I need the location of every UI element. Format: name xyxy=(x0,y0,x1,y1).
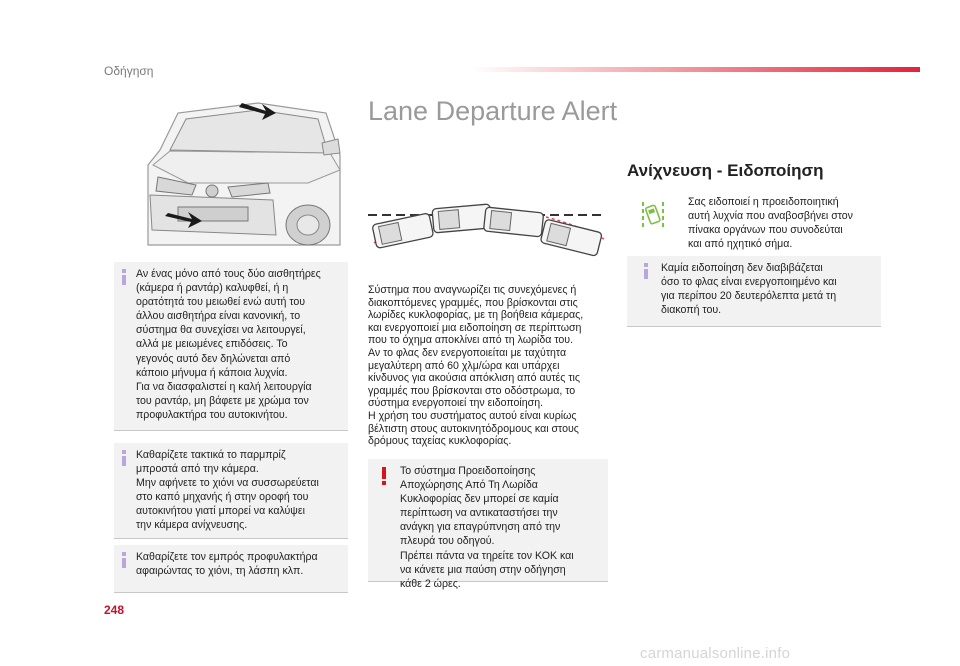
warning-note xyxy=(368,459,608,590)
lane-departure-warning-icon xyxy=(640,200,666,230)
info-note-sensors xyxy=(114,262,348,431)
info-icon xyxy=(119,552,130,568)
detection-text: Σας ειδοποιεί η προειδοποιητική αυτή λυχνία που αναβοσβήνει στον πίνακα οργάνων που συνοδεύται και από ηχητικό σήμα. xyxy=(688,196,853,251)
info-icon xyxy=(119,269,130,285)
vehicle-sensor-illustration xyxy=(108,95,348,250)
page-title: Lane Departure Alert xyxy=(368,96,618,126)
watermark: carmanualsonline.info xyxy=(640,645,791,662)
header-accent-bar xyxy=(470,67,920,72)
info-note-indicator xyxy=(627,256,881,327)
system-description: Σύστημα που αναγνωρίζει τις συνεχόμενες ή διακοπτόμενες γραμμές, που βρίσκονται στις λωρίδες κυκλοφορίας, με τη βοήθεια κάμερας, και ενεργοποιεί μια ειδοποίηση σε περίπτωση που το όχημα αποκλίνει από τη λωρίδα του. Αν το φλας δεν ενεργοποιείται με ταχύτητα μεγαλύτερη από 60 χλμ/ώρα και υπάρχει κίνδυνος για ακούσια απόκλιση από αυτές τις γραμμές που βρίσκονται στο οδόστρωμα, το σύστημα ενεργοποιεί την ειδοποίηση. Η χρήση του συστήματος αυτού είναι κυρίως βέλτιστη στους αυτοκινητόδρομους και στους δρόμους ταχείας κυκλοφορίας. xyxy=(368,284,584,448)
note-text: Καμία ειδοποίηση δεν διαβιβάζεται όσο το φλας είναι ενεργοποιημένο και για περίπου 20 δευτερόλεπτα μετά τη διακοπή του. xyxy=(661,262,837,317)
warning-text: Το σύστημα Προειδοποίησης Αποχώρησης Από Τη Λωρίδα Κυκλοφορίας δεν μπορεί σε καμία περίπτωση να αντικαταστήσει την ανάγκη για επαγρύπνηση από την πλευρά του οδηγού. Πρέπει πάντα να τηρείτε τον ΚΟΚ και να κάνετε μια παύση στην οδήγηση κάθε 2 ώρες. xyxy=(400,465,574,590)
section-header: Οδήγηση xyxy=(104,64,154,78)
warning-icon xyxy=(382,467,387,485)
page-number: 248 xyxy=(104,603,125,617)
detection-heading: Ανίχνευση - Ειδοποίηση xyxy=(627,161,824,180)
info-note-bumper xyxy=(114,545,348,593)
note-text: Καθαρίζετε τον εμπρός προφυλακτήρα αφαιρώντας το χιόνι, τη λάσπη κλπ. xyxy=(136,551,318,578)
lane-departure-illustration xyxy=(364,195,610,257)
note-text: Αν ένας μόνο από τους δύο αισθητήρες (κάμερα ή ραντάρ) καλυφθεί, ή η ορατότητά του μειωθεί ενώ αυτή του άλλου αισθητήρα είναι κανονική, το σύστημα θα συνεχίσει να λειτουργεί, αλλά με μειωμένες επιδόσεις. Το γεγονός αυτό δεν δηλώνεται από κάποιο μήνυμα ή κάποια λυχνία. Για να διασφαλιστεί η καλή λειτουργία του ραντάρ, μη βάφετε με χρώμα τον προφυλακτήρα του αυτοκινήτου. xyxy=(136,268,321,421)
note-text: Καθαρίζετε τακτικά το παρμπρίζ μπροστά από την κάμερα. Μην αφήνετε το χιόνι να συσσωρεύεται στο καπό μηχανής ή στην οροφή του αυτοκινήτου γιατί μπορεί να καλύψει την κάμερα ανίχνευσης. xyxy=(136,449,319,532)
info-icon xyxy=(641,263,652,279)
info-note-windscreen xyxy=(114,443,348,539)
info-icon xyxy=(119,450,130,466)
